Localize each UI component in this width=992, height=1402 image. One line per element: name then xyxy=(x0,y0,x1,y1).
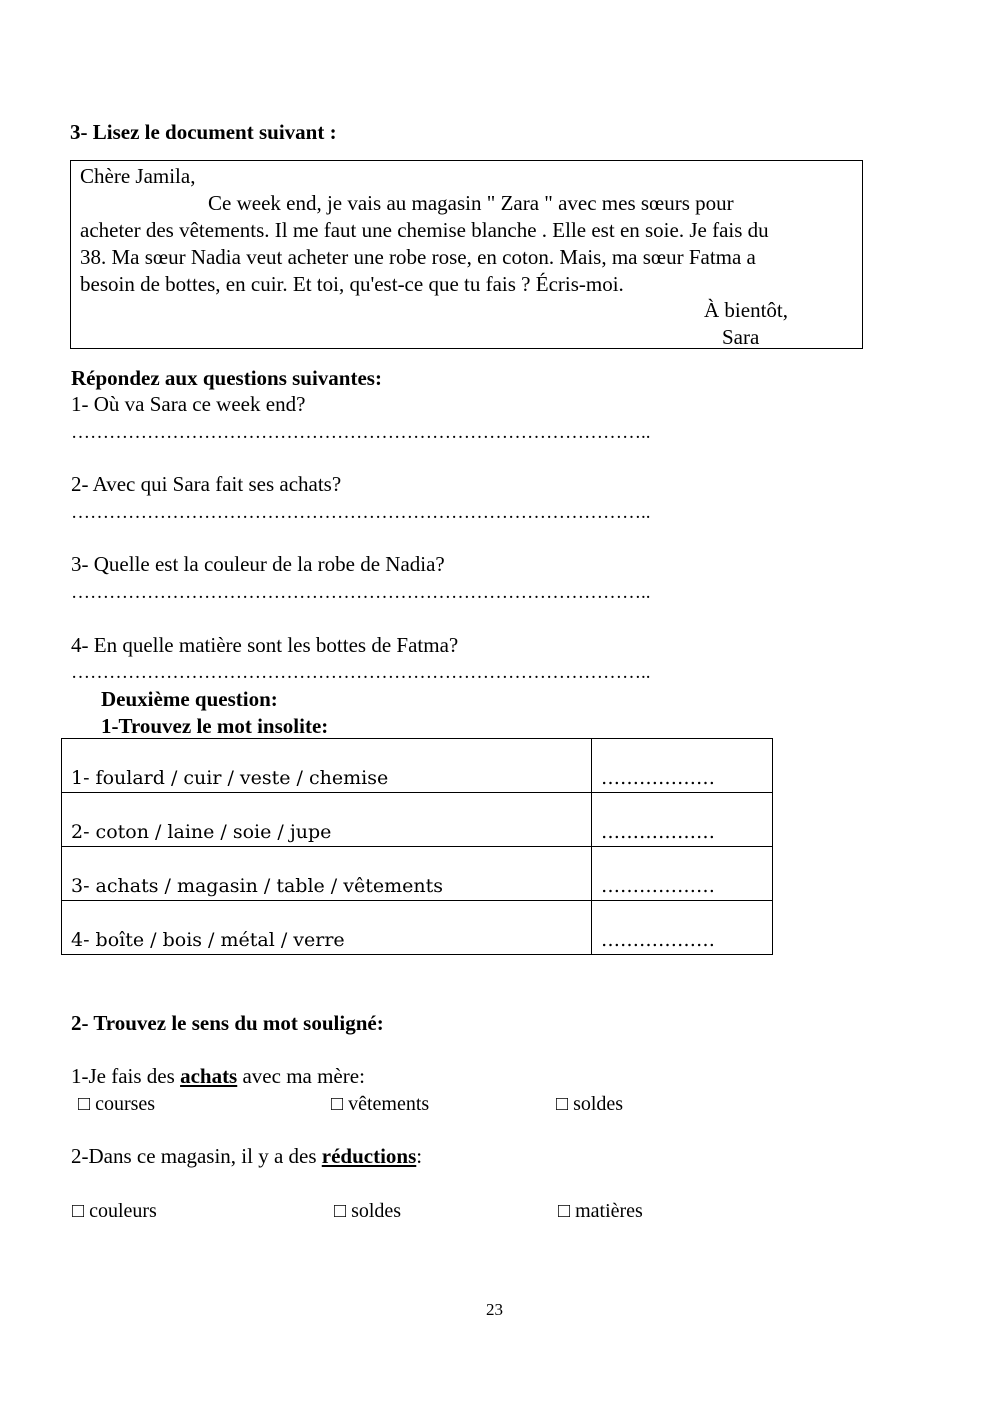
letter-signature: Sara xyxy=(722,325,760,349)
table-row xyxy=(62,847,773,901)
odd-word-table xyxy=(61,738,773,955)
meaning-heading: 2- Trouvez le sens du mot souligné: xyxy=(71,1011,384,1035)
checkbox-option[interactable]: □ courses xyxy=(78,1093,156,1115)
answer-cell[interactable]: ……………… xyxy=(592,793,773,847)
letter-line: 38. Ma sœur Nadia veut acheter une robe rose, en coton. Mais, ma sœur Fatma a xyxy=(80,245,756,269)
letter-line: acheter des vêtements. Il me faut une chemise blanche . Elle est en soie. Je fais du xyxy=(80,218,769,242)
checkbox-option[interactable]: □ vêtements xyxy=(331,1093,430,1115)
letter-line: Ce week end, je vais au magasin " Zara " avec mes sœurs pour xyxy=(208,191,734,215)
sentence-text: avec ma mère: xyxy=(237,1064,365,1088)
answer-cell[interactable]: ……………… xyxy=(592,739,773,793)
word-list-cell: 1- foulard / cuir / veste / chemise xyxy=(62,739,592,793)
page-number: 23 xyxy=(486,1300,503,1319)
letter-closing: À bientôt, xyxy=(704,298,788,322)
second-heading: Deuxième question: xyxy=(101,687,278,711)
word-list-cell: 4- boîte / bois / métal / verre xyxy=(62,901,592,955)
sentence-text: 2-Dans ce magasin, il y a des xyxy=(71,1144,322,1168)
checkbox-option[interactable]: □ soldes xyxy=(334,1200,402,1222)
question-1: 1- Où va Sara ce week end? xyxy=(71,392,306,416)
underlined-word: achats xyxy=(180,1064,238,1088)
answer-line-4[interactable]: ……………………………………………………………………………….. xyxy=(71,662,651,683)
table-row xyxy=(62,901,773,955)
checkbox-option[interactable]: □ soldes xyxy=(556,1093,624,1115)
sentence-2 xyxy=(71,1146,422,1167)
underlined-word: réductions xyxy=(321,1144,417,1168)
answer-line-1[interactable]: ……………………………………………………………………………….. xyxy=(71,422,651,443)
answer-cell[interactable]: ……………… xyxy=(592,847,773,901)
letter-greeting: Chère Jamila, xyxy=(80,164,196,188)
word-list-cell: 2- coton / laine / soie / jupe xyxy=(62,793,592,847)
sentence-1 xyxy=(71,1066,365,1087)
odd-word-heading: 1-Trouvez le mot insolite: xyxy=(101,714,329,738)
questions-heading: Répondez aux questions suivantes: xyxy=(71,366,382,390)
letter-line: besoin de bottes, en cuir. Et toi, qu'est-ce que tu fais ? Écris-moi. xyxy=(80,272,624,296)
answer-line-3[interactable]: ……………………………………………………………………………….. xyxy=(71,582,651,603)
checkbox-option[interactable]: □ matières xyxy=(558,1200,643,1222)
section-title: 3- Lisez le document suivant : xyxy=(70,120,337,144)
answer-line-2[interactable]: ……………………………………………………………………………….. xyxy=(71,502,651,523)
question-2: 2- Avec qui Sara fait ses achats? xyxy=(71,472,342,496)
answer-cell[interactable]: ……………… xyxy=(592,901,773,955)
sentence-text: 1-Je fais des xyxy=(71,1064,181,1088)
table-row xyxy=(62,793,773,847)
word-list-cell: 3- achats / magasin / table / vêtements xyxy=(62,847,592,901)
question-3: 3- Quelle est la couleur de la robe de Nadia? xyxy=(71,552,445,576)
sentence-text: : xyxy=(416,1144,423,1168)
question-4: 4- En quelle matière sont les bottes de Fatma? xyxy=(71,633,459,657)
table-row xyxy=(62,739,773,793)
checkbox-option[interactable]: □ couleurs xyxy=(72,1200,157,1222)
